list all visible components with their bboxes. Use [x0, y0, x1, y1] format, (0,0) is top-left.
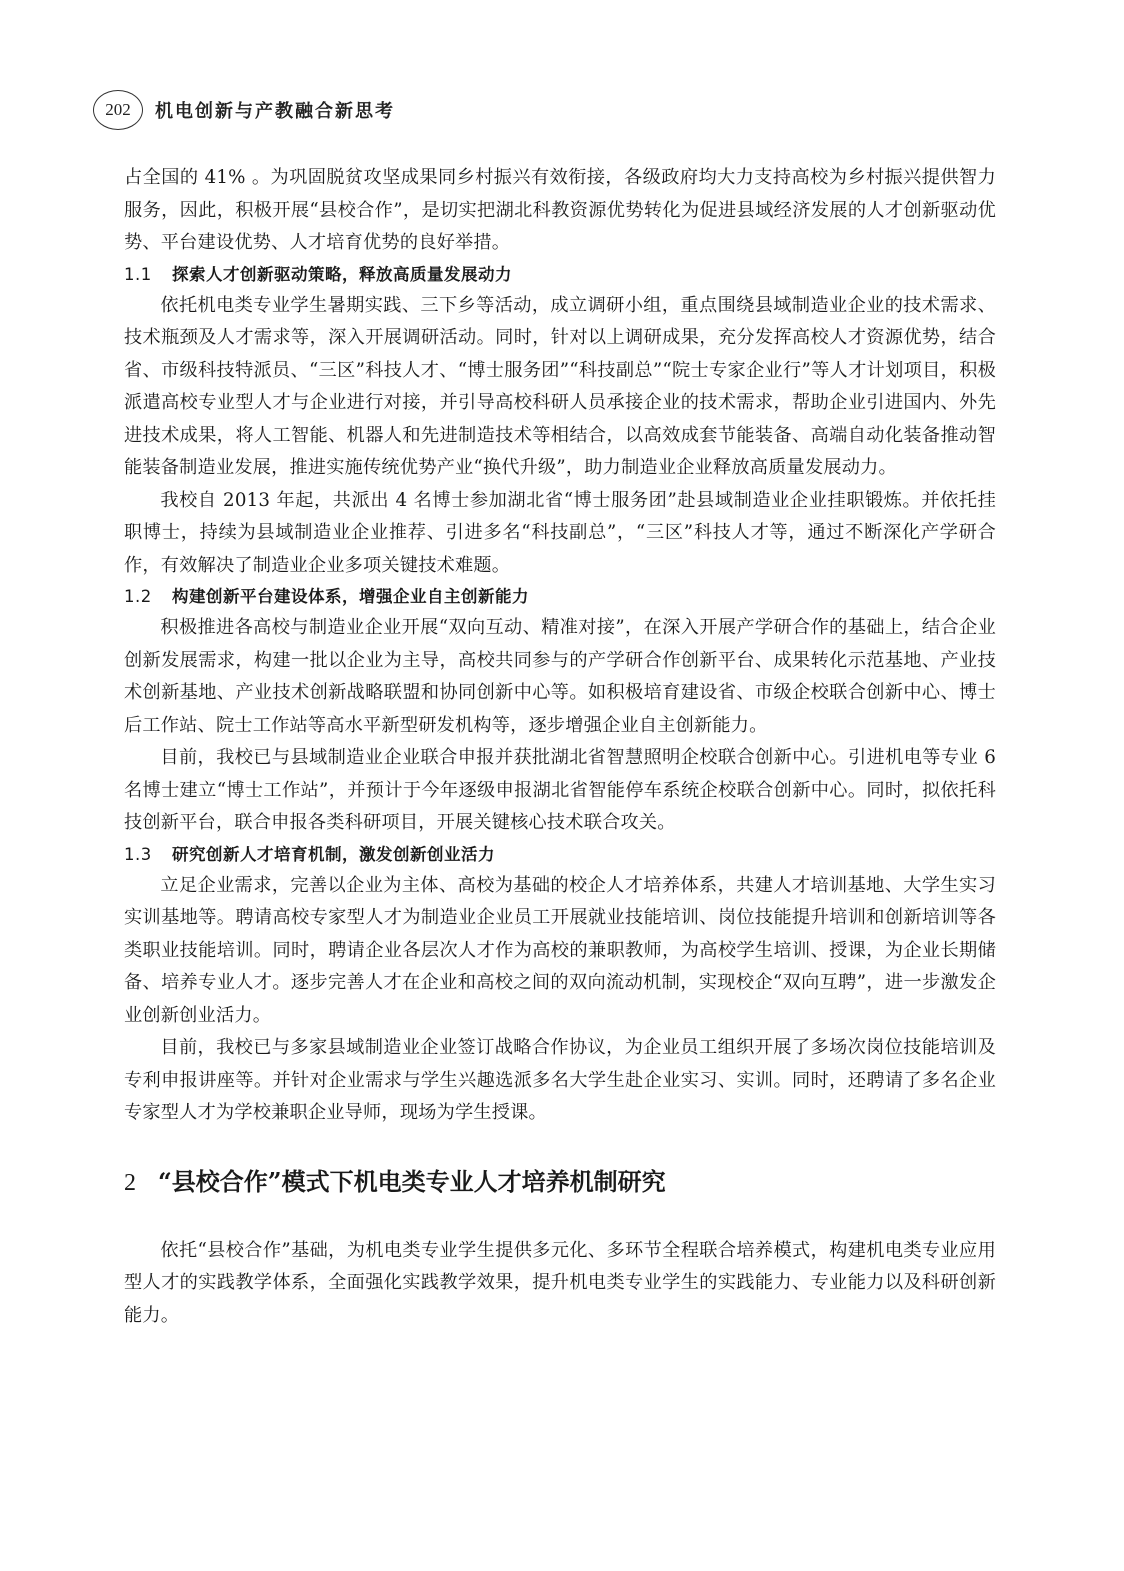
paragraph: 积极推进各高校与制造业企业开展“双向互动、精准对接”，在深入开展产学研合作的基础上，结合企业创新发展需求，构建一批以企业为主导，高校共同参与的产学研合作创新平台、成果转化示范基地、产业技术创新基地、产业技术创新战略联盟和协同创新中心等。如积极培育建设省、市级企校联合创新中心、博士后工作站、院士工作站等高水平新型研发机构等，逐步增强企业自主创新能力。	[124, 617, 996, 736]
chapter-number: 2	[124, 1169, 136, 1196]
section-title: 研究创新人才培育机制，激发创新创业活力	[172, 844, 495, 864]
paragraph: 目前，我校已与多家县域制造业企业签订战略合作协议，为企业员工组织开展了多场次岗位技能培训及专利申报讲座等。并针对企业需求与学生兴趣选派多名大学生赴企业实习、实训。同时，还聘请了多名企业专家型人才为学校兼职企业导师，现场为学生授课。	[124, 1037, 996, 1123]
paragraph: 立足企业需求，完善以企业为主体、高校为基础的校企人才培养体系，共建人才培训基地、大学生实习实训基地等。聘请高校专家型人才为制造业企业员工开展就业技能培训、岗位技能提升培训和创新培训等各类职业技能培训。同时，聘请企业各层次人才作为高校的兼职教师，为高校学生培训、授课，为企业长期储备、培养专业人才。逐步完善人才在企业和高校之间的双向流动机制，实现校企“双向互聘”，进一步激发企业创新创业活力。	[124, 874, 996, 1026]
section-heading-1-3	[124, 840, 996, 870]
section-heading-1-2	[124, 582, 996, 612]
running-title: 机电创新与产教融合新思考	[155, 101, 395, 122]
page-body	[124, 162, 996, 1332]
page-header	[93, 86, 395, 134]
paragraph: 依托机电类专业学生暑期实践、三下乡等活动，成立调研小组，重点围绕县域制造业企业的技术需求、技术瓶颈及人才需求等，深入开展调研活动。同时，针对以上调研成果，充分发挥高校人才资源优势，结合省、市级科技特派员、“三区”科技人才、“博士服务团”“科技副总”“院士专家企业行”等人才计划项目，积极派遣高校专业型人才与企业进行对接，并引导高校科研人员承接企业的技术需求，帮助企业引进国内、外先进技术成果，将人工智能、机器人和先进制造技术等相结合，以高效成套节能装备、高端自动化装备推动智能装备制造业发展，推进实施传统优势产业“换代升级”，助力制造业企业释放高质量发展动力。	[124, 294, 996, 478]
paragraph: 我校自 2013 年起，共派出 4 名博士参加湖北省“博士服务团”赴县域制造业企业挂职锻炼。并依托挂职博士，持续为县域制造业企业推荐、引进多名“科技副总”，“三区”科技人才等，通过不断深化产学研合作，有效解决了制造业企业多项关键技术难题。	[124, 489, 996, 576]
section-title: 构建创新平台建设体系，增强企业自主创新能力	[172, 587, 529, 606]
section-number: 1.3	[124, 844, 152, 864]
chapter-title: “县校合作”模式下机电类专业人才培养机制研究	[158, 1166, 666, 1196]
section-title: 探索人才创新驱动策略，释放高质量发展动力	[172, 264, 512, 284]
section-number: 1.2	[124, 587, 152, 606]
paragraph: 目前，我校已与县域制造业企业联合申报并获批湖北省智慧照明企校联合创新中心。引进机电等专业 6 名博士建立“博士工作站”，并预计于今年逐级申报湖北省智能停车系统企校联合创新中心。同时，拟依托科技创新平台，联合申报各类科研项目，开展关键核心技术联合攻关。	[124, 747, 996, 833]
section-heading-1-1	[124, 260, 996, 290]
section-number: 1.1	[124, 264, 152, 284]
page-number: 202	[93, 90, 143, 130]
chapter-heading-2	[124, 1164, 996, 1201]
intro-paragraph: 占全国的 41% 。为巩固脱贫攻坚成果同乡村振兴有效衔接，各级政府均大力支持高校为乡村振兴提供智力服务，因此，积极开展“县校合作”，是切实把湖北科教资源优势转化为促进县域经济发展的人才创新驱动优势、平台建设优势、人才培育优势的良好举措。	[124, 167, 996, 253]
paragraph: 依托“县校合作”基础，为机电类专业学生提供多元化、多环节全程联合培养模式，构建机电类专业应用型人才的实践教学体系，全面强化实践教学效果，提升机电类专业学生的实践能力、专业能力以及科研创新能力。	[124, 1239, 996, 1326]
